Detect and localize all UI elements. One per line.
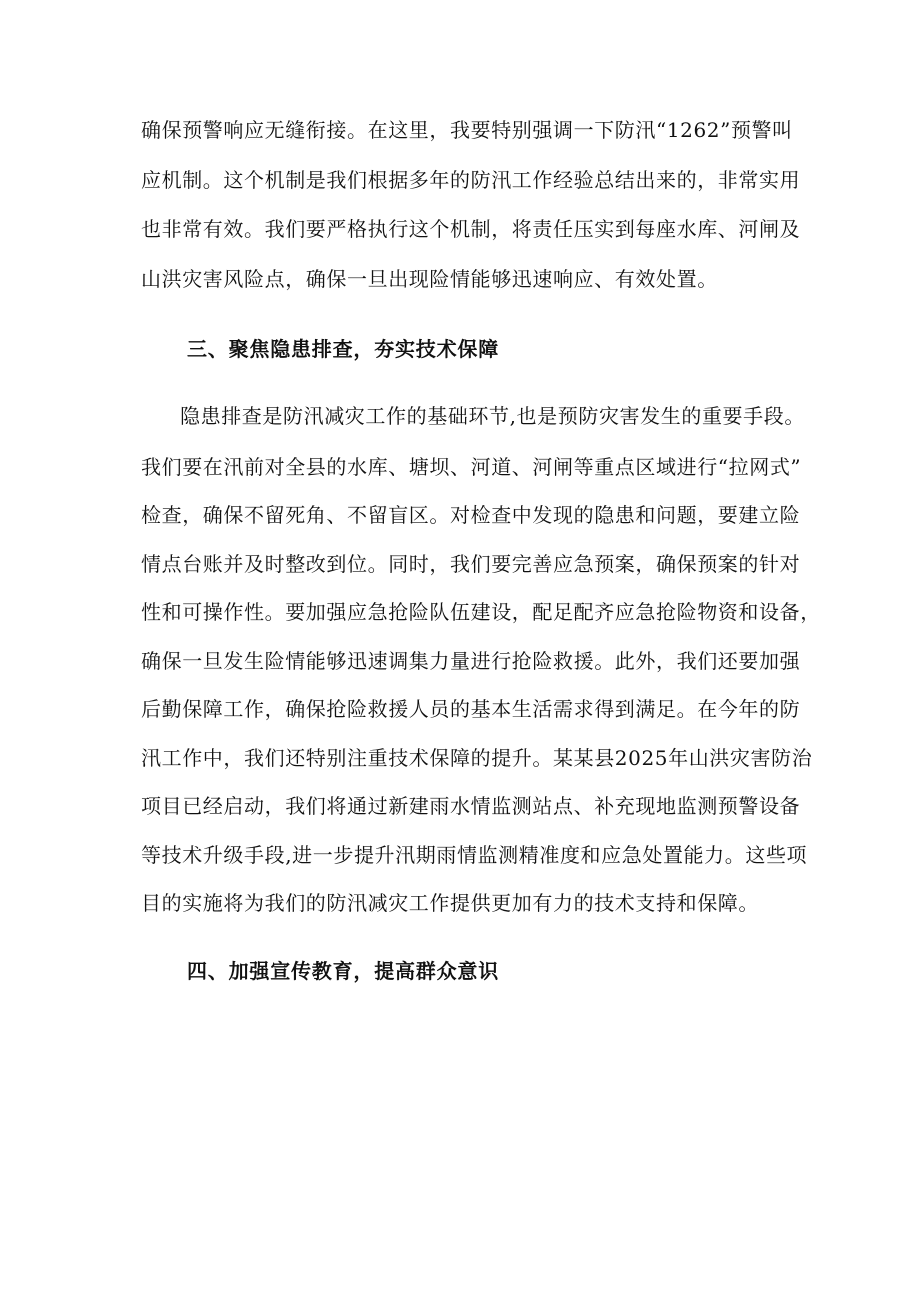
- paragraph-line: 我们要在汛前对全县的水库、塘坝、河道、河闸等重点区域进行“拉网式”: [141, 455, 802, 479]
- paragraph-line: 确保预警响应无缝衔接。在这里，我要特别强调一下防汛“1262”预警叫: [141, 118, 793, 142]
- paragraph-line: 也非常有效。我们要严格执行这个机制，将责任压实到每座水库、河闸及: [141, 217, 801, 241]
- paragraph-line: 项目已经启动，我们将通过新建雨水情监测站点、补充现地监测预警设备: [141, 794, 801, 818]
- paragraph-line: 目的实施将为我们的防汛减灾工作提供更加有力的技术支持和保障。: [141, 891, 759, 915]
- paragraph-line: 山洪灾害风险点，确保一旦出现险情能够迅速响应、有效处置。: [141, 267, 718, 291]
- paragraph-line: 等技术升级手段,进一步提升汛期雨情监测精准度和应急处置能力。这些项: [141, 843, 808, 867]
- paragraph-line: 确保一旦发生险情能够迅速调集力量进行抢险救援。此外，我们还要加强: [141, 649, 801, 673]
- paragraph-line: 性和可操作性。要加强应急抢险队伍建设，配足配齐应急抢险物资和设备，: [141, 600, 821, 624]
- paragraph-line: 应机制。这个机制是我们根据多年的防汛工作经验总结出来的，非常实用: [141, 168, 801, 192]
- paragraph-line: 隐患排查是防汛减灾工作的基础环节,也是预防灾害发生的重要手段。: [180, 404, 805, 428]
- paragraph-line: 情点台账并及时整改到位。同时，我们要完善应急预案，确保预案的针对: [141, 552, 801, 576]
- paragraph-line: 后勤保障工作，确保抢险救援人员的基本生活需求得到满足。在今年的防: [141, 697, 801, 721]
- section-heading-4: 四、加强宣传教育，提高群众意识: [187, 959, 499, 983]
- section-heading-3: 三、聚焦隐患排查，夯实技术保障: [187, 337, 499, 361]
- paragraph-line: 检查，确保不留死角、不留盲区。对检查中发现的隐患和问题，要建立险: [141, 503, 801, 527]
- paragraph-line: 汛工作中，我们还特别注重技术保障的提升。某某县2025年山洪灾害防治: [141, 746, 813, 770]
